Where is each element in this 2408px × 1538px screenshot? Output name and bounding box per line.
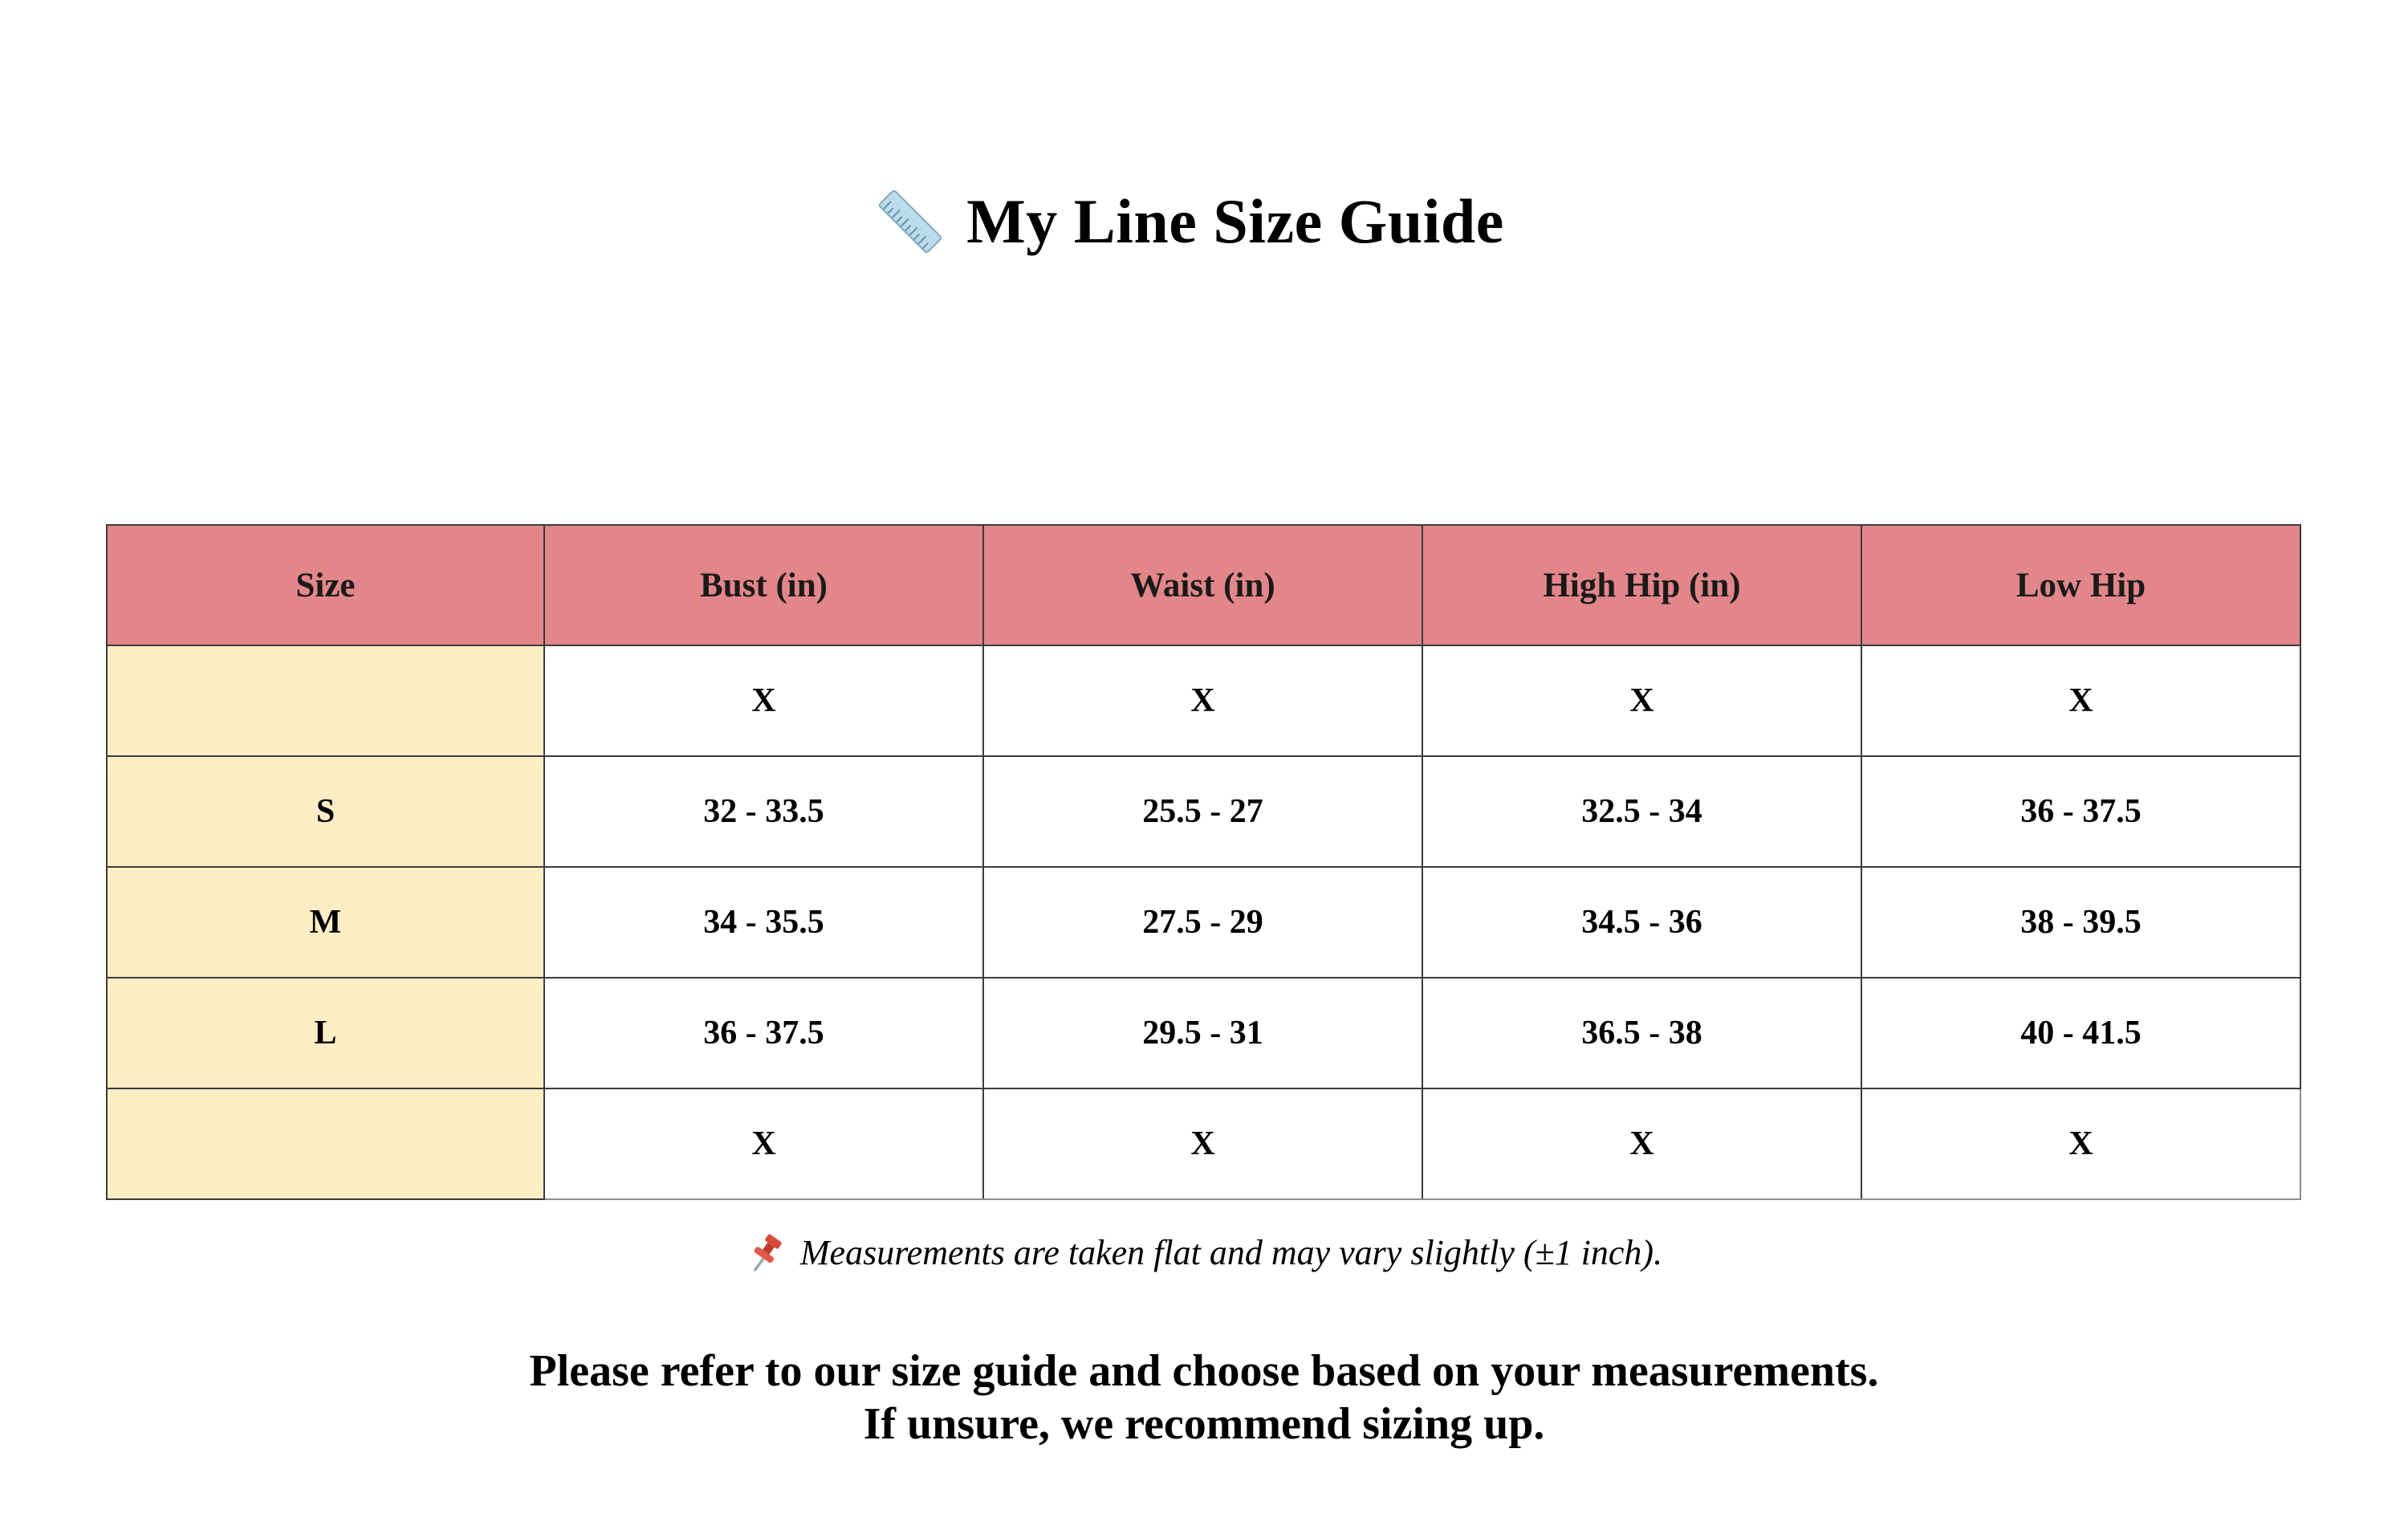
cell-waist: 27.5 - 29: [983, 867, 1422, 978]
column-header-high-hip: High Hip (in): [1422, 525, 1861, 645]
cell-size: M: [107, 867, 544, 978]
ruler-icon: [872, 183, 949, 260]
cell-bust: 36 - 37.5: [544, 978, 983, 1088]
cell-low-hip: 36 - 37.5: [1861, 756, 2300, 867]
cell-size: S: [107, 756, 544, 867]
column-header-low-hip: Low Hip: [1861, 525, 2300, 645]
cell-high-hip: X: [1422, 1088, 1861, 1199]
cell-low-hip: 40 - 41.5: [1861, 978, 2300, 1088]
pushpin-icon: [746, 1231, 789, 1274]
table-row: [107, 867, 2300, 978]
table-row: [107, 645, 2300, 756]
cell-high-hip: 32.5 - 34: [1422, 756, 1861, 867]
cell-waist: 29.5 - 31: [983, 978, 1422, 1088]
cell-high-hip: 34.5 - 36: [1422, 867, 1861, 978]
size-guide-page: [0, 183, 2408, 1538]
page-title-text: My Line Size Guide: [966, 186, 1504, 256]
cell-high-hip: 36.5 - 38: [1422, 978, 1861, 1088]
cell-bust: X: [544, 645, 983, 756]
cell-size: L: [107, 978, 544, 1088]
cell-waist: 25.5 - 27: [983, 756, 1422, 867]
footer-instructions: [0, 1345, 2408, 1451]
table-row: [107, 978, 2300, 1088]
measurement-note-text: Measurements are taken flat and may vary slightly (±1 inch).: [799, 1232, 1663, 1272]
footer-line-1: Please refer to our size guide and choose based on your measurements.: [529, 1346, 1879, 1396]
cell-high-hip: X: [1422, 645, 1861, 756]
measurement-note: [0, 1231, 2408, 1274]
cell-bust: 34 - 35.5: [544, 867, 983, 978]
table-header-row: [107, 525, 2300, 645]
cell-bust: 32 - 33.5: [544, 756, 983, 867]
cell-low-hip: X: [1861, 1088, 2300, 1199]
size-table: [106, 524, 2301, 1200]
cell-low-hip: 38 - 39.5: [1861, 867, 2300, 978]
cell-bust: X: [544, 1088, 983, 1199]
cell-waist: X: [983, 645, 1422, 756]
page-title: [0, 183, 2408, 260]
cell-waist: X: [983, 1088, 1422, 1199]
cell-size: [107, 1088, 544, 1199]
cell-low-hip: X: [1861, 645, 2300, 756]
size-table-container: [106, 524, 2300, 1200]
footer-line-2: If unsure, we recommend sizing up.: [863, 1398, 1545, 1449]
column-header-bust: Bust (in): [544, 525, 983, 645]
column-header-size: Size: [107, 525, 544, 645]
column-header-waist: Waist (in): [983, 525, 1422, 645]
table-row: [107, 756, 2300, 867]
cell-size: [107, 645, 544, 756]
table-row: [107, 1088, 2300, 1199]
